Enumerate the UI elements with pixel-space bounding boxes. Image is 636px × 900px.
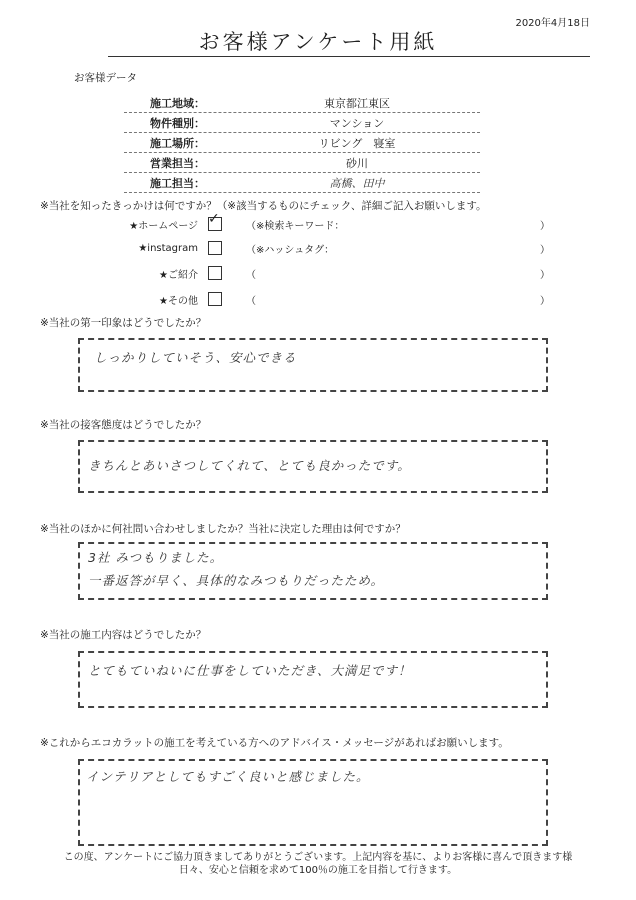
survey-date: 2020年4月18日 — [515, 18, 590, 29]
answer-text: しっかりしていそう、安心できる — [94, 350, 297, 365]
check-mark-icon: ✓ — [208, 211, 220, 227]
answer-box-advice-message[interactable] — [78, 759, 548, 846]
answer-text-line2: 一番返答が早く、具体的なみつもりだったため。 — [88, 573, 385, 588]
option-label: ★ホームページ — [129, 220, 198, 232]
answer-box-customer-service[interactable] — [78, 440, 548, 493]
footer-thanks-line2: 日々、安心と信頼を求めて100％の施工を目指して行きます。 — [178, 865, 458, 876]
customer-data-heading: お客様データ — [74, 72, 137, 84]
option-label: ★instagram — [138, 242, 198, 254]
option-label: ★ご紹介 — [159, 269, 198, 281]
row-label: 物件種別： — [150, 116, 205, 130]
question-construction-quality: ※当社の施工内容はどうでしたか？ — [40, 629, 207, 641]
answer-box-construction-quality[interactable] — [78, 651, 548, 708]
option-close: ） — [540, 269, 550, 281]
option-hint: （ — [246, 269, 256, 281]
option-close: ） — [540, 295, 550, 307]
row-value: 東京都江東区 — [324, 96, 390, 110]
customer-row-property-type — [124, 113, 480, 133]
answer-text-line1: 3社 みつもりました。 — [88, 550, 224, 565]
question-instruction: （※該当するものにチェック、詳細ご記入お願いします。 — [216, 200, 487, 212]
row-value: リビング 寝室 — [318, 136, 396, 150]
answer-text: インテリアとしてもすごく良いと感じました。 — [86, 769, 370, 784]
row-label: 施工地域： — [150, 96, 205, 110]
customer-row-sales-rep — [124, 153, 480, 173]
row-value-handwritten: 高橋、田中 — [329, 176, 385, 190]
option-close: ） — [540, 244, 550, 256]
source-option-referral — [80, 264, 550, 282]
source-option-other — [80, 290, 550, 308]
option-hint: （※ハッシュタグ： — [246, 244, 335, 256]
customer-row-location — [124, 133, 480, 153]
question-text: ※当社を知ったきっかけは何ですか？ — [40, 200, 217, 212]
answer-box-other-companies[interactable] — [78, 542, 548, 600]
option-label: ★その他 — [159, 295, 198, 307]
answer-text: きちんとあいさつしてくれて、とても良かったです。 — [88, 458, 411, 473]
row-label: 営業担当： — [150, 156, 205, 170]
row-value: 砂川 — [346, 156, 368, 170]
question-customer-service: ※当社の接客態度はどうでしたか？ — [40, 419, 207, 431]
checkbox-homepage[interactable] — [208, 211, 222, 231]
checkbox-other[interactable] — [208, 292, 222, 306]
page-title: お客様アンケート用紙 — [198, 30, 438, 54]
title-underline — [108, 56, 590, 57]
row-value: マンション — [329, 116, 385, 130]
checkbox-referral[interactable] — [208, 266, 222, 280]
customer-row-installer — [124, 173, 480, 193]
question-other-companies: ※当社のほかに何社問い合わせしましたか？当社に決定した理由は何ですか？ — [40, 523, 406, 535]
answer-box-first-impression[interactable] — [78, 338, 548, 392]
question-how-found-us — [40, 198, 487, 213]
source-option-homepage — [80, 211, 550, 233]
option-close: ） — [540, 220, 550, 232]
question-advice-message: ※これからエコカラットの施工を考えている方へのアドバイス・メッセージがあればお願いします。 — [40, 737, 509, 749]
question-first-impression: ※当社の第一印象はどうでしたか？ — [40, 317, 207, 329]
option-hint: （ — [246, 295, 256, 307]
row-label: 施工場所： — [150, 136, 205, 150]
checkbox-instagram[interactable] — [208, 241, 222, 255]
customer-row-area — [124, 93, 480, 113]
option-hint: （※検索キーワード： — [246, 220, 345, 232]
footer-thanks-line1: この度、アンケートにご協力頂きましてありがとうございます。上記内容を基に、よりお客様に喜んで頂きます様 — [63, 852, 573, 863]
answer-text: とてもていねいに仕事をしていただき、大満足です！ — [88, 663, 412, 678]
row-label: 施工担当： — [150, 176, 205, 190]
customer-data-table — [124, 93, 480, 193]
source-option-instagram — [80, 239, 550, 257]
